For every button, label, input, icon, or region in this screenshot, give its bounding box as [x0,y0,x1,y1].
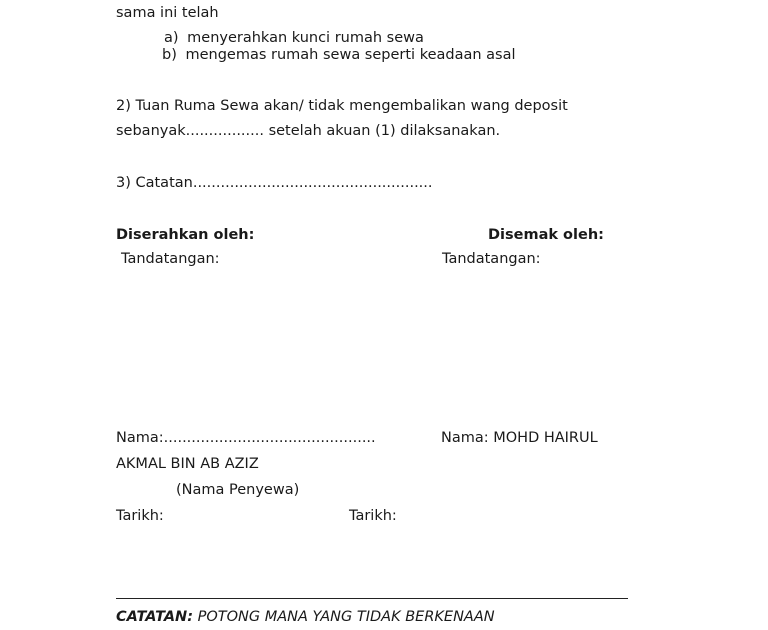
checked-by-heading: Disemak oleh: [488,227,604,243]
list-item-a [164,29,424,47]
handed-over-by-heading: Diserahkan oleh: [116,227,255,243]
list-item-b [162,46,516,64]
list-marker: b) [162,47,177,63]
clause-2-line-1: 2) Tuan Ruma Sewa akan/ tidak mengembalikan wang deposit [116,98,568,114]
left-name-line: Nama:.............................................. [116,430,376,446]
footer-divider [116,598,628,599]
footer-note-text: POTONG MANA YANG TIDAK BERKENAAN [193,609,495,625]
intro-line: sama ini telah [116,5,219,21]
right-name-line: Nama: MOHD HAIRUL [441,430,598,446]
list-item-text: menyerahkan kunci rumah sewa [187,30,424,46]
right-name-continuation: AKMAL BIN AB AZIZ [116,456,259,472]
left-date-label: Tarikh: [116,508,164,524]
clause-2-line-2: sebanyak................. setelah akuan (1) dilaksanakan. [116,123,501,139]
list-marker: a) [164,30,179,46]
right-date-label: Tarikh: [349,508,397,524]
right-signature-label: Tandatangan: [442,251,541,267]
left-signature-label: Tandatangan: [121,251,220,267]
list-item-text: mengemas rumah sewa seperti keadaan asal [185,47,516,63]
tenant-role-label: (Nama Penyewa) [176,482,300,498]
footer-note-label: CATATAN: [116,609,193,625]
clause-3-line: 3) Catatan.................................................... [116,175,433,191]
footer-note [116,608,495,626]
